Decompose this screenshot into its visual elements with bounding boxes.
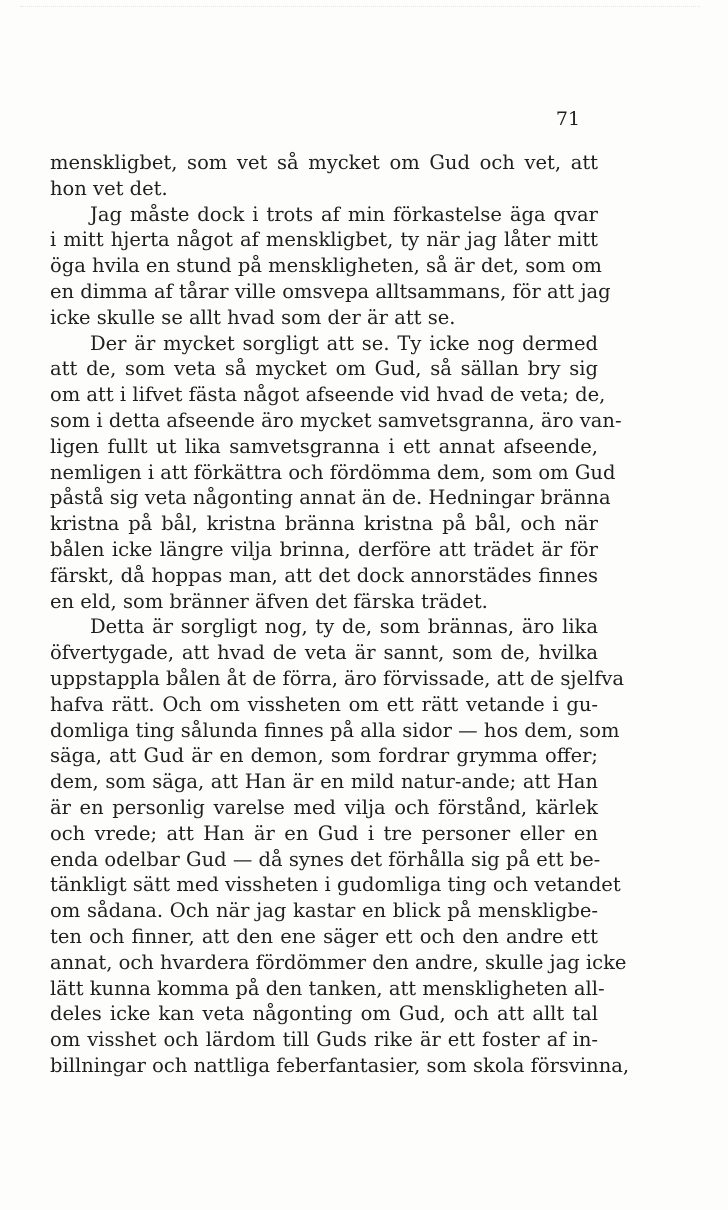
- text-line: bålen icke längre vilja brinna, derföre att trädet är för: [50, 537, 598, 561]
- text-line: Jag måste dock i trots af min förkastelse äga qvar: [90, 202, 598, 226]
- text-line: tänkligt sätt med vissheten i gudomliga ting och vetandet: [50, 873, 621, 897]
- text-line: Detta är sorgligt nog, ty de, som brännas, äro lika: [90, 615, 598, 639]
- text-line: Der är mycket sorgligt att se. Ty icke nog dermed: [90, 331, 598, 355]
- text-line: är en personlig varelse med vilja och förstånd, kärlek: [50, 795, 598, 819]
- text-line: om sådana. Och när jag kastar en blick på menskligbe-: [50, 899, 598, 923]
- text-line: icke skulle se allt hvad som der är att se.: [50, 305, 456, 329]
- text-line: kristna på bål, kristna bränna kristna på bål, och när: [50, 512, 598, 536]
- text-line: öfvertygade, att hvad de veta är sannt, som de, hvilka: [50, 641, 598, 665]
- text-line: en dimma af tårar ville omsvepa alltsammans, för att jag: [50, 279, 611, 303]
- text-line: domliga ting sålunda finnes på alla sidor — hos dem, som: [50, 718, 620, 742]
- text-line: annat, och hvardera fördömmer den andre, skulle jag icke: [50, 950, 627, 974]
- text-line: och vrede; att Han är en Gud i tre personer eller en: [50, 821, 598, 845]
- scan-artifact-marks: [20, 6, 700, 13]
- text-line: ten och finner, att den ene säger ett och den andre ett: [50, 924, 598, 948]
- text-line: hafva rätt. Och om vissheten om ett rätt vetande i gu-: [50, 692, 598, 716]
- text-line: enda odelbar Gud — då synes det förhålla sig på ett be-: [50, 847, 601, 871]
- text-line: en eld, som bränner äfven det färska trädet.: [50, 589, 488, 613]
- body-text: [50, 150, 630, 1079]
- text-line: som i detta afseende äro mycket samvetsgranna, äro van-: [50, 408, 622, 432]
- text-line: i mitt hjerta något af menskligbet, ty när jag låter mitt: [50, 228, 598, 252]
- text-line: dem, som säga, att Han är en mild natur-ande; att Han: [50, 770, 598, 794]
- text-line: påstå sig veta någonting annat än de. Hedningar bränna: [50, 486, 611, 510]
- text-line: uppstappla bålen åt de förra, äro förvissade, att de sjelfva: [50, 666, 625, 690]
- text-line: lätt kunna komma på den tanken, att menskligheten all-: [50, 976, 605, 1000]
- text-line: om att i lifvet fästa något afseende vid hvad de veta; de,: [50, 383, 606, 407]
- text-line: om visshet och lärdom till Guds rike är ett foster af in-: [50, 1028, 598, 1052]
- text-line: öga hvila en stund på menskligheten, så är det, som om: [50, 254, 602, 278]
- text-line: deles icke kan veta någonting om Gud, och att allt tal: [50, 1002, 598, 1026]
- text-line: hon vet det.: [50, 176, 168, 200]
- text-line: säga, att Gud är en demon, som fordrar grymma offer;: [50, 744, 598, 768]
- text-line: färskt, då hoppas man, att det dock annorstädes finnes: [50, 563, 598, 587]
- text-line: menskligbet, som vet så mycket om Gud och vet, att: [50, 151, 598, 174]
- text-line: ligen fullt ut lika samvetsgranna i ett annat afseende,: [50, 434, 598, 458]
- text-line: att de, som veta så mycket om Gud, så sällan bry sig: [50, 357, 598, 381]
- text-line: billningar och nattliga feberfantasier, som skola försvinna,: [50, 1053, 630, 1077]
- page-number: 71: [555, 108, 581, 130]
- text-line: nemligen i att förkättra och fördömma dem, som om Gud: [50, 460, 616, 484]
